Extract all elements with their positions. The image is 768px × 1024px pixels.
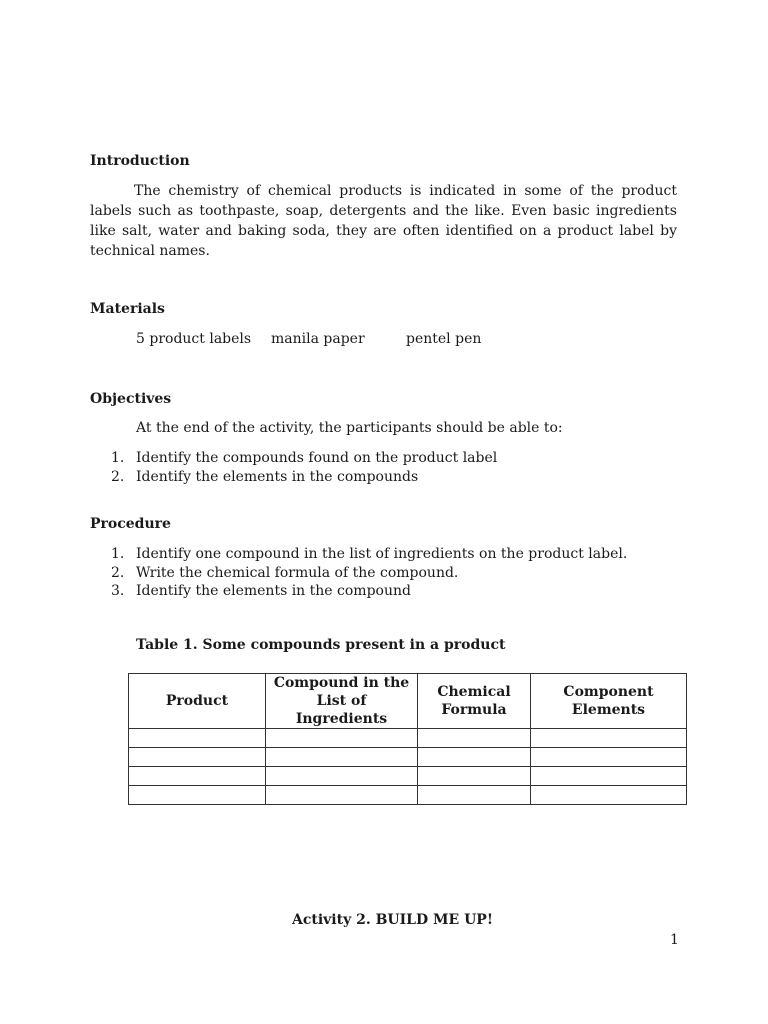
objectives-lead: At the end of the activity, the participants should be able to: [136,420,563,436]
procedure-item [111,565,458,581]
page-number: 1 [670,932,679,948]
table-header-row [129,674,687,729]
introduction-heading: Introduction [90,153,190,169]
table-row [129,748,687,767]
table-row [129,786,687,805]
table-cell[interactable] [418,767,531,786]
table-cell[interactable] [129,729,266,748]
table-cell[interactable] [418,729,531,748]
material-item: manila paper [271,331,365,347]
table-caption: Table 1. Some compounds present in a product [136,637,506,653]
table-row [129,767,687,786]
procedure-number: 3. [111,583,125,599]
header-component-elements: Component Elements [531,674,687,729]
procedure-text: Identify one compound in the list of ingredients on the product label. [136,546,628,562]
objective-text: Identify the elements in the compounds [136,469,419,485]
table-cell[interactable] [531,786,687,805]
procedure-text: Identify the elements in the compound [136,583,411,599]
procedure-item [111,583,411,599]
procedure-heading: Procedure [90,516,171,532]
activity-title: Activity 2. BUILD ME UP! [292,912,493,928]
objective-number: 1. [111,450,125,466]
material-item: pentel pen [406,331,482,347]
table-cell[interactable] [129,767,266,786]
procedure-text: Write the chemical formula of the compound. [136,565,459,581]
header-chemical-formula: Chemical Formula [418,674,531,729]
material-item: 5 product labels [136,331,252,347]
objectives-heading: Objectives [90,391,172,407]
materials-heading: Materials [90,301,165,317]
introduction-text: The chemistry of chemical products is indicated in some of the product labels such as toothpaste, soap, detergents and the like. Even basic ingredients like salt, water and baking soda, they are often identified on a product label by technical names. [90,183,677,259]
introduction-paragraph [90,181,677,261]
objective-number: 2. [111,469,125,485]
objective-text: Identify the compounds found on the product label [136,450,498,466]
procedure-item [111,546,627,562]
procedure-number: 2. [111,565,125,581]
table-cell[interactable] [531,767,687,786]
objective-item [111,450,497,466]
header-compound: Compound in the List of Ingredients [266,674,418,729]
table-cell[interactable] [129,748,266,767]
procedure-number: 1. [111,546,125,562]
table-cell[interactable] [129,786,266,805]
table-cell[interactable] [531,729,687,748]
table-cell[interactable] [418,786,531,805]
table-cell[interactable] [266,748,418,767]
header-product: Product [129,674,266,729]
objective-item [111,469,418,485]
table-cell[interactable] [531,748,687,767]
table-cell[interactable] [418,748,531,767]
table-cell[interactable] [266,729,418,748]
table-cell[interactable] [266,786,418,805]
table-row [129,729,687,748]
table-cell[interactable] [266,767,418,786]
compounds-table [128,673,687,805]
